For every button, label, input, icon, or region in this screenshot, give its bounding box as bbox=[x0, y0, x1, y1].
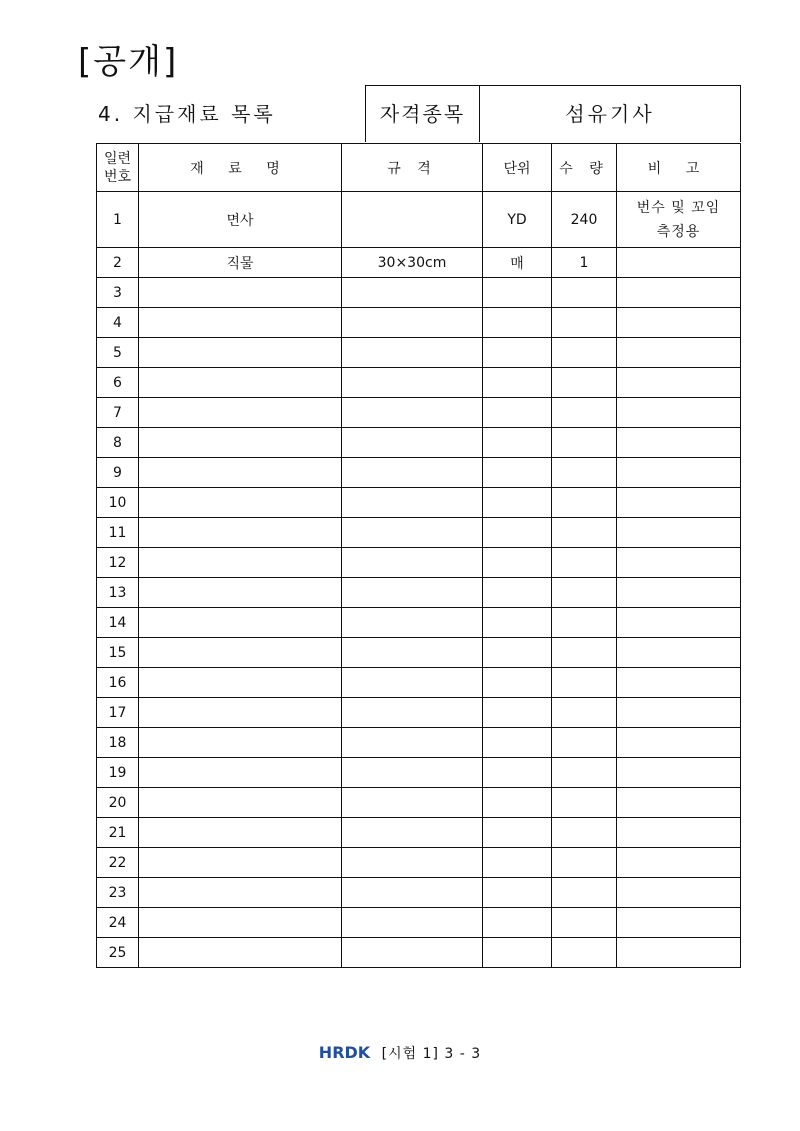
cell-spec bbox=[342, 192, 483, 248]
col-header-unit: 단위 bbox=[483, 144, 552, 192]
table-row bbox=[97, 908, 741, 938]
cell-serial-number: 21 bbox=[97, 818, 139, 848]
table-row bbox=[97, 548, 741, 578]
cell-spec bbox=[342, 788, 483, 818]
cell-material-name bbox=[139, 608, 342, 638]
cell-quantity bbox=[552, 818, 617, 848]
page-footer bbox=[0, 1043, 800, 1063]
cell-remarks bbox=[617, 638, 741, 668]
cell-unit bbox=[483, 398, 552, 428]
table-row bbox=[97, 638, 741, 668]
cell-remarks bbox=[617, 878, 741, 908]
cell-serial-number: 18 bbox=[97, 728, 139, 758]
cell-spec bbox=[342, 398, 483, 428]
cell-spec bbox=[342, 848, 483, 878]
cell-remarks bbox=[617, 368, 741, 398]
table-row bbox=[97, 278, 741, 308]
cell-quantity bbox=[552, 278, 617, 308]
cell-material-name: 직물 bbox=[139, 248, 342, 278]
table-header-row bbox=[97, 144, 741, 192]
cell-serial-number: 24 bbox=[97, 908, 139, 938]
cell-quantity bbox=[552, 548, 617, 578]
cell-serial-number: 6 bbox=[97, 368, 139, 398]
cell-unit bbox=[483, 848, 552, 878]
cell-serial-number: 17 bbox=[97, 698, 139, 728]
cell-serial-number: 2 bbox=[97, 248, 139, 278]
cell-unit bbox=[483, 518, 552, 548]
cell-serial-number: 12 bbox=[97, 548, 139, 578]
cell-quantity bbox=[552, 758, 617, 788]
cell-unit: YD bbox=[483, 192, 552, 248]
cell-serial-number: 10 bbox=[97, 488, 139, 518]
table-row bbox=[97, 578, 741, 608]
cell-quantity bbox=[552, 848, 617, 878]
cell-material-name bbox=[139, 938, 342, 968]
cell-material-name bbox=[139, 398, 342, 428]
table-row bbox=[97, 398, 741, 428]
cell-material-name bbox=[139, 848, 342, 878]
cell-remarks bbox=[617, 848, 741, 878]
cell-material-name bbox=[139, 428, 342, 458]
cell-spec bbox=[342, 728, 483, 758]
cell-spec bbox=[342, 518, 483, 548]
cell-serial-number: 22 bbox=[97, 848, 139, 878]
cell-remarks bbox=[617, 818, 741, 848]
table-row bbox=[97, 428, 741, 458]
cell-material-name bbox=[139, 488, 342, 518]
cell-material-name bbox=[139, 698, 342, 728]
table-row bbox=[97, 788, 741, 818]
remarks-line: 측정용 bbox=[656, 223, 701, 240]
cell-quantity bbox=[552, 458, 617, 488]
cell-spec bbox=[342, 908, 483, 938]
cell-material-name bbox=[139, 518, 342, 548]
cell-material-name bbox=[139, 878, 342, 908]
cell-remarks bbox=[617, 458, 741, 488]
cell-unit bbox=[483, 938, 552, 968]
cell-spec bbox=[342, 638, 483, 668]
cell-spec bbox=[342, 548, 483, 578]
cell-quantity bbox=[552, 728, 617, 758]
cell-unit bbox=[483, 758, 552, 788]
table-row bbox=[97, 338, 741, 368]
cell-spec bbox=[342, 818, 483, 848]
col-header-serial-line2: 번호 bbox=[103, 168, 132, 185]
cell-serial-number: 5 bbox=[97, 338, 139, 368]
cell-material-name bbox=[139, 578, 342, 608]
cell-quantity bbox=[552, 488, 617, 518]
cell-serial-number: 19 bbox=[97, 758, 139, 788]
cell-remarks bbox=[617, 518, 741, 548]
cell-spec bbox=[342, 488, 483, 518]
cell-quantity bbox=[552, 908, 617, 938]
cell-spec bbox=[342, 458, 483, 488]
cell-material-name bbox=[139, 278, 342, 308]
cell-quantity bbox=[552, 938, 617, 968]
materials-table-container bbox=[96, 143, 740, 968]
table-row bbox=[97, 308, 741, 338]
cell-quantity: 1 bbox=[552, 248, 617, 278]
cell-unit bbox=[483, 548, 552, 578]
cell-unit bbox=[483, 338, 552, 368]
col-header-spec: 규 격 bbox=[342, 144, 483, 192]
remarks-line: 번수 및 꼬임 bbox=[636, 199, 721, 216]
cell-remarks bbox=[617, 698, 741, 728]
cell-remarks bbox=[617, 608, 741, 638]
cell-material-name bbox=[139, 548, 342, 578]
cell-serial-number: 20 bbox=[97, 788, 139, 818]
cell-spec bbox=[342, 428, 483, 458]
cell-unit bbox=[483, 908, 552, 938]
cell-serial-number: 1 bbox=[97, 192, 139, 248]
cell-unit bbox=[483, 308, 552, 338]
cell-remarks bbox=[617, 758, 741, 788]
cell-serial-number: 25 bbox=[97, 938, 139, 968]
cell-material-name: 면사 bbox=[139, 192, 342, 248]
materials-table bbox=[96, 143, 741, 968]
cell-material-name bbox=[139, 668, 342, 698]
table-row bbox=[97, 758, 741, 788]
cell-remarks bbox=[617, 192, 741, 248]
cell-remarks bbox=[617, 278, 741, 308]
cell-quantity bbox=[552, 608, 617, 638]
table-row bbox=[97, 192, 741, 248]
cell-serial-number: 15 bbox=[97, 638, 139, 668]
table-row bbox=[97, 248, 741, 278]
cell-remarks bbox=[617, 578, 741, 608]
section-title: 4. 지급재료 목록 bbox=[98, 102, 276, 126]
cell-material-name bbox=[139, 368, 342, 398]
cell-serial-number: 4 bbox=[97, 308, 139, 338]
cell-unit bbox=[483, 368, 552, 398]
cell-unit bbox=[483, 668, 552, 698]
cell-quantity bbox=[552, 308, 617, 338]
cell-unit bbox=[483, 578, 552, 608]
table-row bbox=[97, 458, 741, 488]
cell-spec bbox=[342, 938, 483, 968]
table-body bbox=[97, 192, 741, 968]
cell-material-name bbox=[139, 728, 342, 758]
cell-remarks bbox=[617, 488, 741, 518]
col-header-quantity: 수 량 bbox=[552, 144, 617, 192]
cell-unit bbox=[483, 638, 552, 668]
table-row bbox=[97, 818, 741, 848]
cell-material-name bbox=[139, 338, 342, 368]
cell-serial-number: 9 bbox=[97, 458, 139, 488]
cell-remarks bbox=[617, 908, 741, 938]
cell-material-name bbox=[139, 758, 342, 788]
cell-spec bbox=[342, 278, 483, 308]
cell-remarks bbox=[617, 398, 741, 428]
table-row bbox=[97, 608, 741, 638]
cell-remarks bbox=[617, 548, 741, 578]
table-row bbox=[97, 938, 741, 968]
cell-unit bbox=[483, 818, 552, 848]
cell-unit bbox=[483, 728, 552, 758]
cell-spec bbox=[342, 308, 483, 338]
hrdk-logo: HRDK bbox=[318, 1043, 371, 1062]
cell-spec: 30×30cm bbox=[342, 248, 483, 278]
cell-serial-number: 8 bbox=[97, 428, 139, 458]
cell-remarks bbox=[617, 728, 741, 758]
cell-remarks bbox=[617, 938, 741, 968]
cell-spec bbox=[342, 338, 483, 368]
cell-quantity bbox=[552, 338, 617, 368]
cell-unit bbox=[483, 458, 552, 488]
cell-unit bbox=[483, 878, 552, 908]
cell-quantity: 240 bbox=[552, 192, 617, 248]
qualification-box bbox=[365, 85, 741, 142]
cell-quantity bbox=[552, 878, 617, 908]
col-header-serial-line1: 일련 bbox=[103, 150, 132, 167]
cell-remarks bbox=[617, 338, 741, 368]
table-row bbox=[97, 728, 741, 758]
cell-spec bbox=[342, 578, 483, 608]
document-header bbox=[96, 85, 740, 143]
cell-spec bbox=[342, 698, 483, 728]
disclosure-badge: [공개] bbox=[78, 42, 179, 82]
cell-remarks bbox=[617, 788, 741, 818]
table-row bbox=[97, 488, 741, 518]
cell-serial-number: 14 bbox=[97, 608, 139, 638]
cell-serial-number: 3 bbox=[97, 278, 139, 308]
col-header-material-name: 재 료 명 bbox=[139, 144, 342, 192]
qualification-value: 섬유기사 bbox=[565, 102, 655, 126]
cell-quantity bbox=[552, 698, 617, 728]
cell-material-name bbox=[139, 788, 342, 818]
cell-spec bbox=[342, 368, 483, 398]
cell-unit: 매 bbox=[483, 248, 552, 278]
cell-remarks bbox=[617, 668, 741, 698]
col-header-serial bbox=[97, 144, 139, 192]
cell-unit bbox=[483, 278, 552, 308]
table-row bbox=[97, 878, 741, 908]
cell-spec bbox=[342, 668, 483, 698]
cell-unit bbox=[483, 698, 552, 728]
qualification-label: 자격종목 bbox=[366, 86, 480, 142]
cell-quantity bbox=[552, 788, 617, 818]
cell-material-name bbox=[139, 908, 342, 938]
cell-material-name bbox=[139, 638, 342, 668]
cell-spec bbox=[342, 608, 483, 638]
cell-quantity bbox=[552, 518, 617, 548]
table-row bbox=[97, 668, 741, 698]
cell-quantity bbox=[552, 398, 617, 428]
cell-material-name bbox=[139, 308, 342, 338]
cell-unit bbox=[483, 608, 552, 638]
cell-serial-number: 13 bbox=[97, 578, 139, 608]
cell-remarks bbox=[617, 428, 741, 458]
cell-quantity bbox=[552, 638, 617, 668]
cell-material-name bbox=[139, 818, 342, 848]
cell-spec bbox=[342, 758, 483, 788]
cell-quantity bbox=[552, 578, 617, 608]
table-row bbox=[97, 848, 741, 878]
table-row bbox=[97, 368, 741, 398]
cell-serial-number: 7 bbox=[97, 398, 139, 428]
footer-page-info: [시험 1] 3 - 3 bbox=[381, 1046, 482, 1062]
cell-remarks bbox=[617, 248, 741, 278]
cell-quantity bbox=[552, 668, 617, 698]
cell-serial-number: 11 bbox=[97, 518, 139, 548]
table-row bbox=[97, 518, 741, 548]
cell-remarks bbox=[617, 308, 741, 338]
cell-unit bbox=[483, 488, 552, 518]
cell-quantity bbox=[552, 428, 617, 458]
table-row bbox=[97, 698, 741, 728]
cell-spec bbox=[342, 878, 483, 908]
cell-material-name bbox=[139, 458, 342, 488]
cell-unit bbox=[483, 788, 552, 818]
cell-unit bbox=[483, 428, 552, 458]
cell-quantity bbox=[552, 368, 617, 398]
cell-serial-number: 23 bbox=[97, 878, 139, 908]
col-header-remarks: 비 고 bbox=[617, 144, 741, 192]
cell-serial-number: 16 bbox=[97, 668, 139, 698]
